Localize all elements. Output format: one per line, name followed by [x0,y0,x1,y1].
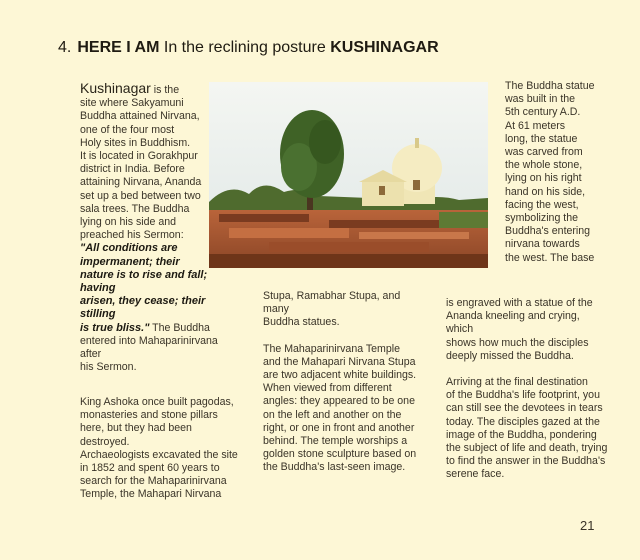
photo-illustration [209,82,488,268]
column-1-bottom [80,396,240,502]
col3b-line: Arriving at the final destination [446,376,588,389]
col3-line: nirvana towards [505,238,580,251]
col1-line: site where Sakyamuni [80,97,184,110]
col1-line: his Sermon. [80,361,137,374]
sermon-quote-line: nature is to rise and fall; having [80,268,208,295]
column-1-top [80,80,230,374]
sermon-quote-line: arisen, they cease; their stilling [80,295,206,321]
col2-line: and the Mahapari Nirvana Stupa [263,355,416,368]
col3-line: was carved from [505,146,583,159]
col3-line: the west. The base [505,251,595,264]
section-number: 4. [58,39,72,56]
col1b-line: monasteries and stone pillars [80,409,218,422]
stupa-ruins-photo [209,82,488,268]
lead-word: Kushinagar [80,80,151,96]
col3b-line: the subject of life and death, trying [446,442,608,455]
col1b-line: here, but they had been destroyed. [80,422,192,448]
col3-line: Buddha's entering [505,225,591,238]
col1b-line: Archaeologists excavated the site [80,448,238,461]
after-quote: The Buddha [149,321,210,334]
heading-bold-title: HERE I AM [77,39,160,56]
col2-line: on the left and another on the [263,408,402,421]
col1b-line: King Ashoka once built pagodas, [80,396,234,408]
col1-line: Buddha attained Nirvana, [80,110,200,123]
page-number: 21 [580,518,595,533]
col1b-line: Temple, the Mahapari Nirvana [80,488,222,501]
heading-place-name: KUSHINAGAR [330,39,439,56]
sermon-quote-line: "All conditions are [80,242,178,255]
col3b-line: shows how much the disciples [446,336,589,349]
col2-line: The Mahaparinirvana Temple [263,342,401,355]
col3b-line: image of the Buddha, pondering [446,428,597,441]
col2-line: behind. The temple worships a [263,435,408,448]
col3b-line: serene face. [446,468,505,481]
col1-line: set up a bed between two [80,189,201,202]
col3-line: facing the west, [505,198,579,211]
col2-line: Buddha statues. [263,316,340,329]
col3b-line: is engraved with a statue of the [446,297,593,309]
col1b-line: in 1852 and spent 60 years to [80,462,220,475]
column-3-bottom [446,297,608,482]
heading-subtitle: In the reclining posture [163,39,326,56]
col1-line: entered into Mahaparinirvana after [80,334,218,361]
section-heading [58,38,439,58]
column-3-top [505,80,600,265]
col2-line: the Buddha's last-seen image. [263,461,406,474]
col1-line: one of the four most [80,123,175,136]
col2-line: right, or one in front and another [263,421,415,434]
col3-line: lying on his right [505,172,582,185]
col3b-line: to find the answer in the Buddha's [446,455,606,468]
col1-line: lying on his side and [80,216,176,229]
col3-line: long, the statue [505,132,578,145]
col3b-line: Ananda kneeling and crying, which [446,310,580,336]
col3b-line: can still see the devotees in tears [446,402,603,415]
col2-line: When viewed from different [263,382,392,395]
col3b-line: of the Buddha's life footprint, you [446,389,600,402]
col1-line: It is located in Gorakhpur [80,150,198,163]
col3-line: symbolizing the [505,212,579,225]
col1b-line: search for the Mahaparinirvana [80,475,227,488]
col2-line: golden stone sculpture based on [263,448,417,461]
sermon-quote-line: is true bliss." [80,321,150,334]
col3-line: hand on his side, [505,185,586,198]
col2-line: Stupa, Ramabhar Stupa, and many [263,290,401,316]
col3-line: was built in the [505,93,576,106]
col1-line: sala trees. The Buddha [80,202,190,215]
col3-line: 5th century A.D. [505,106,581,119]
col1-line: Holy sites in Buddhism. [80,136,191,149]
col3b-line: deeply missed the Buddha. [446,349,574,362]
col1-line: district in India. Before [80,163,185,176]
col1-line: attaining Nirvana, Ananda [80,176,202,189]
sermon-quote-line: impermanent; their [80,255,180,268]
column-2 [263,290,428,475]
col1-line: preached his Sermon: [80,229,184,242]
col3-line: The Buddha statue [505,80,595,92]
col3-line: the whole stone, [505,159,583,172]
col3b-line: today. The disciples gazed at the [446,415,600,428]
col2-line: angles: they appeared to be one [263,395,415,408]
lead-rest: is the [150,84,180,96]
col2-line: are two adjacent white buildings. [263,369,417,382]
col3-line: At 61 meters [505,119,566,132]
